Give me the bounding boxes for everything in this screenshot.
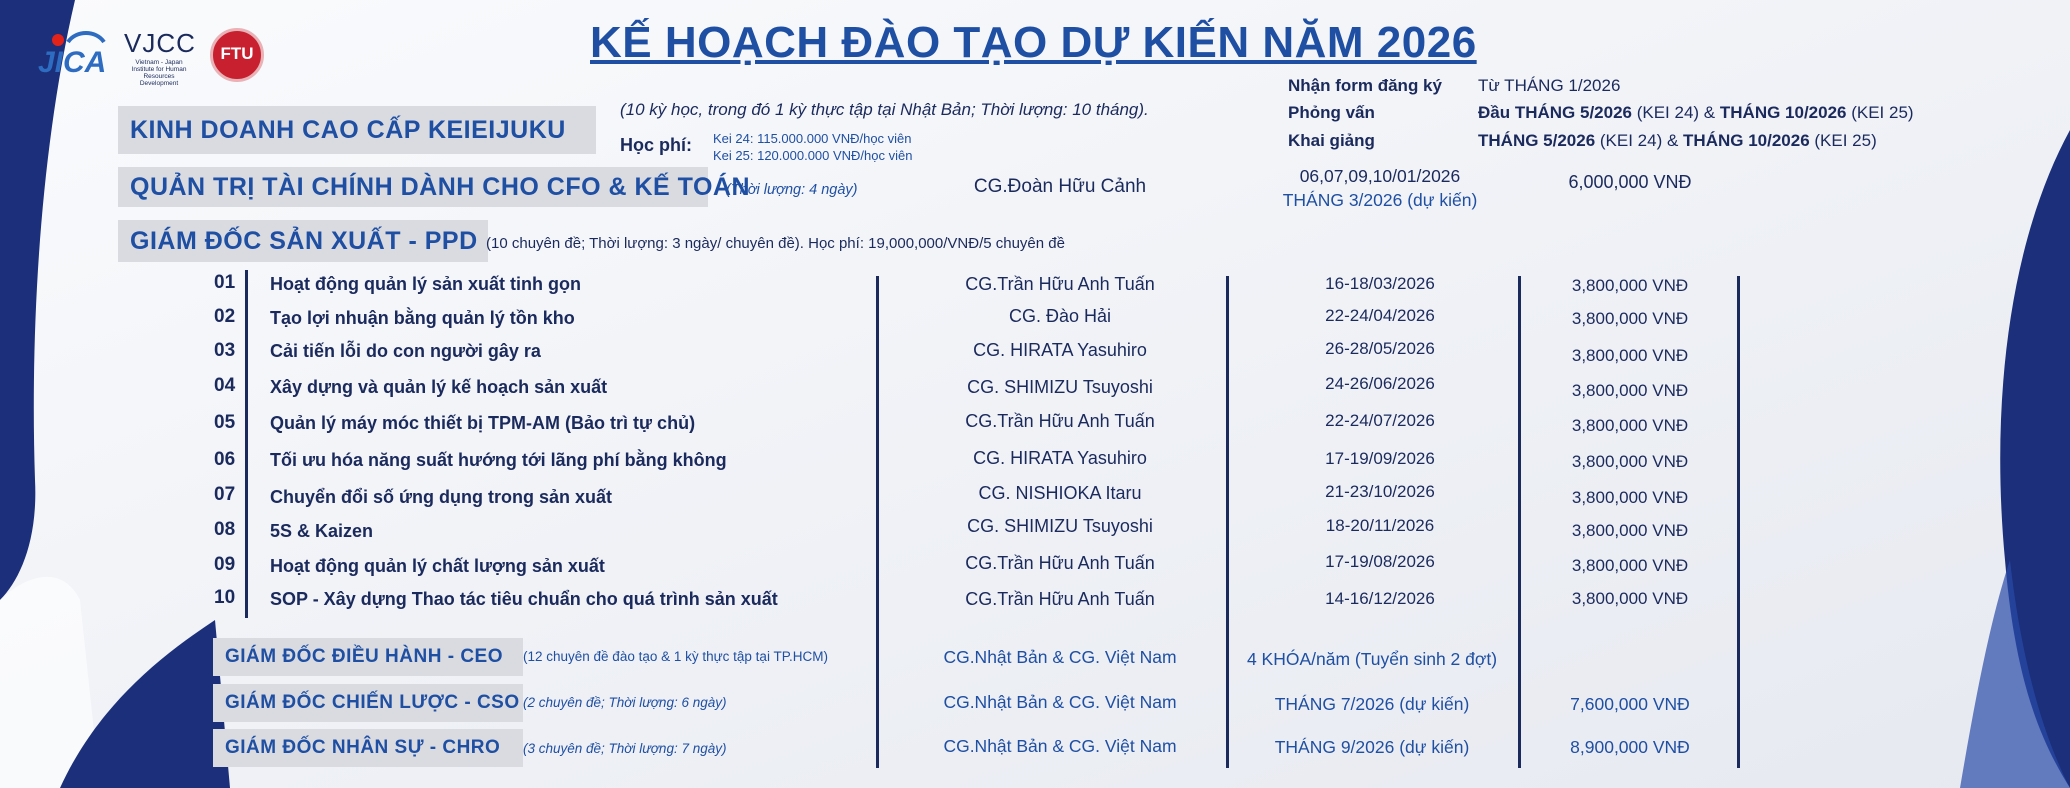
row-number: 08 <box>214 519 236 540</box>
vjcc-sub1: Vietnam - Japan <box>135 59 183 66</box>
chro-fee: 8,900,000 VNĐ <box>1570 737 1690 757</box>
interview-kei24: Đầu THÁNG 5/2026 <box>1478 103 1632 122</box>
row-lecturer: CG.Trần Hữu Anh Tuấn <box>965 411 1155 431</box>
row-fee: 3,800,000 VNĐ <box>1571 346 1689 365</box>
jica-logo <box>38 28 110 86</box>
interview-kei25: THÁNG 10/2026 <box>1719 103 1847 122</box>
row-title: 5S & Kaizen <box>270 521 374 541</box>
row-fee: 3,800,000 VNĐ <box>1571 488 1689 507</box>
schedule-value-opening <box>1478 131 1877 151</box>
cfo-date-2: THÁNG 3/2026 (dự kiến) <box>1282 190 1478 210</box>
row-date: 18-20/11/2026 <box>1325 516 1435 535</box>
row-fee: 3,800,000 VNĐ <box>1571 381 1689 400</box>
ppd-divider-left <box>245 270 248 618</box>
row-lecturer: CG. SHIMIZU Tsuyoshi <box>967 377 1153 397</box>
cfo-label: QUẢN TRỊ TÀI CHÍNH DÀNH CHO CFO & KẾ TOÁN <box>118 167 708 207</box>
row-number: 06 <box>214 449 236 470</box>
cso-date: THÁNG 7/2026 (dự kiến) <box>1274 694 1470 714</box>
row-lecturer: CG.Trần Hữu Anh Tuấn <box>965 589 1155 609</box>
ceo-note: (12 chuyên đề đào tạo & 1 kỳ thực tập tại TP.HCM) <box>523 649 828 664</box>
opening-sep: (KEI 24) & <box>1595 131 1684 150</box>
row-lecturer: CG. HIRATA Yasuhiro <box>973 340 1147 360</box>
cfo-note: (Thời lượng: 4 ngày) <box>726 182 858 198</box>
row-date: 14-16/12/2026 <box>1325 589 1435 608</box>
keieijuku-label: KINH DOANH CAO CẤP KEIEIJUKU <box>118 106 596 154</box>
keieijuku-note: (10 kỳ học, trong đó 1 kỳ thực tập tại Nhật Bản; Thời lượng: 10 tháng). <box>620 100 1149 119</box>
row-number: 07 <box>214 484 236 505</box>
opening-kei25: THÁNG 10/2026 <box>1683 131 1810 150</box>
interview-tail: (KEI 25) <box>1846 103 1914 122</box>
keieijuku-fee-line2: Kei 25: 120.000.000 VNĐ/học viên <box>713 148 913 163</box>
row-title: Tạo lợi nhuận bằng quản lý tồn kho <box>270 308 575 328</box>
keieijuku-fee-line1: Kei 24: 115.000.000 VNĐ/học viên <box>713 131 912 146</box>
ppd-note: (10 chuyên đề; Thời lượng: 3 ngày/ chuyên đề). Học phí: 19,000,000/VNĐ/5 chuyên đề <box>486 235 1065 252</box>
row-title: Tối ưu hóa năng suất hướng tới lãng phí bằng không <box>270 450 727 470</box>
ceo-lecturer: CG.Nhật Bản & CG. Việt Nam <box>943 647 1177 667</box>
row-lecturer: CG. NISHIOKA Itaru <box>978 483 1142 503</box>
vjcc-logo <box>124 28 196 87</box>
row-lecturer: CG. Đào Hải <box>1008 306 1112 326</box>
schedule-value-register: Từ THÁNG 1/2026 <box>1478 76 1621 95</box>
schedule-tag-register: Nhận form đăng ký <box>1288 76 1442 95</box>
row-number: 03 <box>214 340 236 361</box>
row-title: SOP - Xây dựng Thao tác tiêu chuẩn cho quá trình sản xuất <box>270 589 778 609</box>
chro-label: GIÁM ĐỐC NHÂN SỰ - CHRO <box>213 729 523 767</box>
jica-logo-text: JICA <box>38 46 107 79</box>
cso-fee: 7,600,000 VNĐ <box>1570 694 1690 714</box>
chro-lecturer: CG.Nhật Bản & CG. Việt Nam <box>943 736 1177 756</box>
cso-note: (2 chuyên đề; Thời lượng: 6 ngày) <box>523 695 727 710</box>
row-date: 17-19/08/2026 <box>1325 552 1435 571</box>
schedule-tag-opening: Khai giảng <box>1288 131 1375 150</box>
schedule-tag-interview: Phỏng vấn <box>1288 103 1375 122</box>
schedule-value-interview <box>1478 103 1914 123</box>
row-lecturer: CG.Trần Hữu Anh Tuấn <box>965 274 1155 294</box>
column-divider-2 <box>1226 276 1229 768</box>
row-lecturer: CG. SHIMIZU Tsuyoshi <box>967 516 1153 536</box>
row-title: Xây dựng và quản lý kế hoạch sản xuất <box>270 377 608 397</box>
ppd-label: GIÁM ĐỐC SẢN XUẤT - PPD <box>118 220 488 262</box>
chro-note: (3 chuyên đề; Thời lượng: 7 ngày) <box>523 741 727 756</box>
row-number: 02 <box>214 306 236 327</box>
row-fee: 3,800,000 VNĐ <box>1571 521 1689 540</box>
row-date: 22-24/07/2026 <box>1325 411 1435 430</box>
row-number: 01 <box>214 272 236 293</box>
row-date: 26-28/05/2026 <box>1325 339 1435 358</box>
row-lecturer: CG. HIRATA Yasuhiro <box>973 448 1147 468</box>
chro-date: THÁNG 9/2026 (dự kiến) <box>1274 737 1470 757</box>
ftu-logo <box>210 28 264 82</box>
row-fee: 3,800,000 VNĐ <box>1571 556 1689 575</box>
ceo-label: GIÁM ĐỐC ĐIỀU HÀNH - CEO <box>213 638 523 676</box>
column-divider-4 <box>1737 276 1740 768</box>
row-title: Chuyển đổi số ứng dụng trong sản xuất <box>270 487 613 507</box>
row-date: 21-23/10/2026 <box>1325 482 1435 501</box>
row-number: 04 <box>214 375 236 396</box>
cfo-date-1: 06,07,09,10/01/2026 <box>1299 166 1461 186</box>
interview-sep: (KEI 24) & <box>1632 103 1720 122</box>
column-divider-1 <box>876 276 879 768</box>
row-title: Quản lý máy móc thiết bị TPM-AM (Bảo trì tự chủ) <box>270 413 696 433</box>
row-fee: 3,800,000 VNĐ <box>1571 589 1689 608</box>
row-date: 17-19/09/2026 <box>1325 449 1435 468</box>
row-date: 24-26/06/2026 <box>1325 374 1435 393</box>
row-lecturer: CG.Trần Hữu Anh Tuấn <box>965 553 1155 573</box>
cso-label: GIÁM ĐỐC CHIẾN LƯỢC - CSO <box>213 684 523 722</box>
row-title: Hoạt động quản lý sản xuất tinh gọn <box>270 274 581 294</box>
opening-kei24: THÁNG 5/2026 <box>1478 131 1596 150</box>
row-fee: 3,800,000 VNĐ <box>1571 276 1689 295</box>
ceo-date: 4 KHÓA/năm (Tuyển sinh 2 đợt) <box>1246 649 1498 669</box>
row-fee: 3,800,000 VNĐ <box>1571 452 1689 471</box>
cfo-lecturer: CG.Đoàn Hữu Cảnh <box>973 176 1147 197</box>
vjcc-sub2: Institute for Human <box>131 66 187 73</box>
cso-lecturer: CG.Nhật Bản & CG. Việt Nam <box>943 692 1177 712</box>
cfo-fee: 6,000,000 VNĐ <box>1568 172 1692 192</box>
row-date: 22-24/04/2026 <box>1325 306 1435 325</box>
page-title: KẾ HOẠCH ĐÀO TẠO DỰ KIẾN NĂM 2026 <box>590 18 1477 67</box>
ftu-logo-text: FTU <box>220 44 254 63</box>
vjcc-logo-text: VJCC <box>124 28 196 58</box>
vjcc-sub3: Resources Development <box>139 73 179 87</box>
row-fee: 3,800,000 VNĐ <box>1571 416 1689 435</box>
opening-tail: (KEI 25) <box>1809 131 1877 150</box>
column-divider-3 <box>1518 276 1521 768</box>
row-title: Cải tiến lỗi do con người gây ra <box>270 341 541 361</box>
row-date: 16-18/03/2026 <box>1325 274 1435 293</box>
row-number: 05 <box>214 412 236 433</box>
row-fee: 3,800,000 VNĐ <box>1571 309 1689 328</box>
row-title: Hoạt động quản lý chất lượng sản xuất <box>270 556 605 576</box>
row-number: 10 <box>214 587 236 608</box>
row-number: 09 <box>214 554 236 575</box>
keieijuku-fee-label: Học phí: <box>620 135 692 155</box>
